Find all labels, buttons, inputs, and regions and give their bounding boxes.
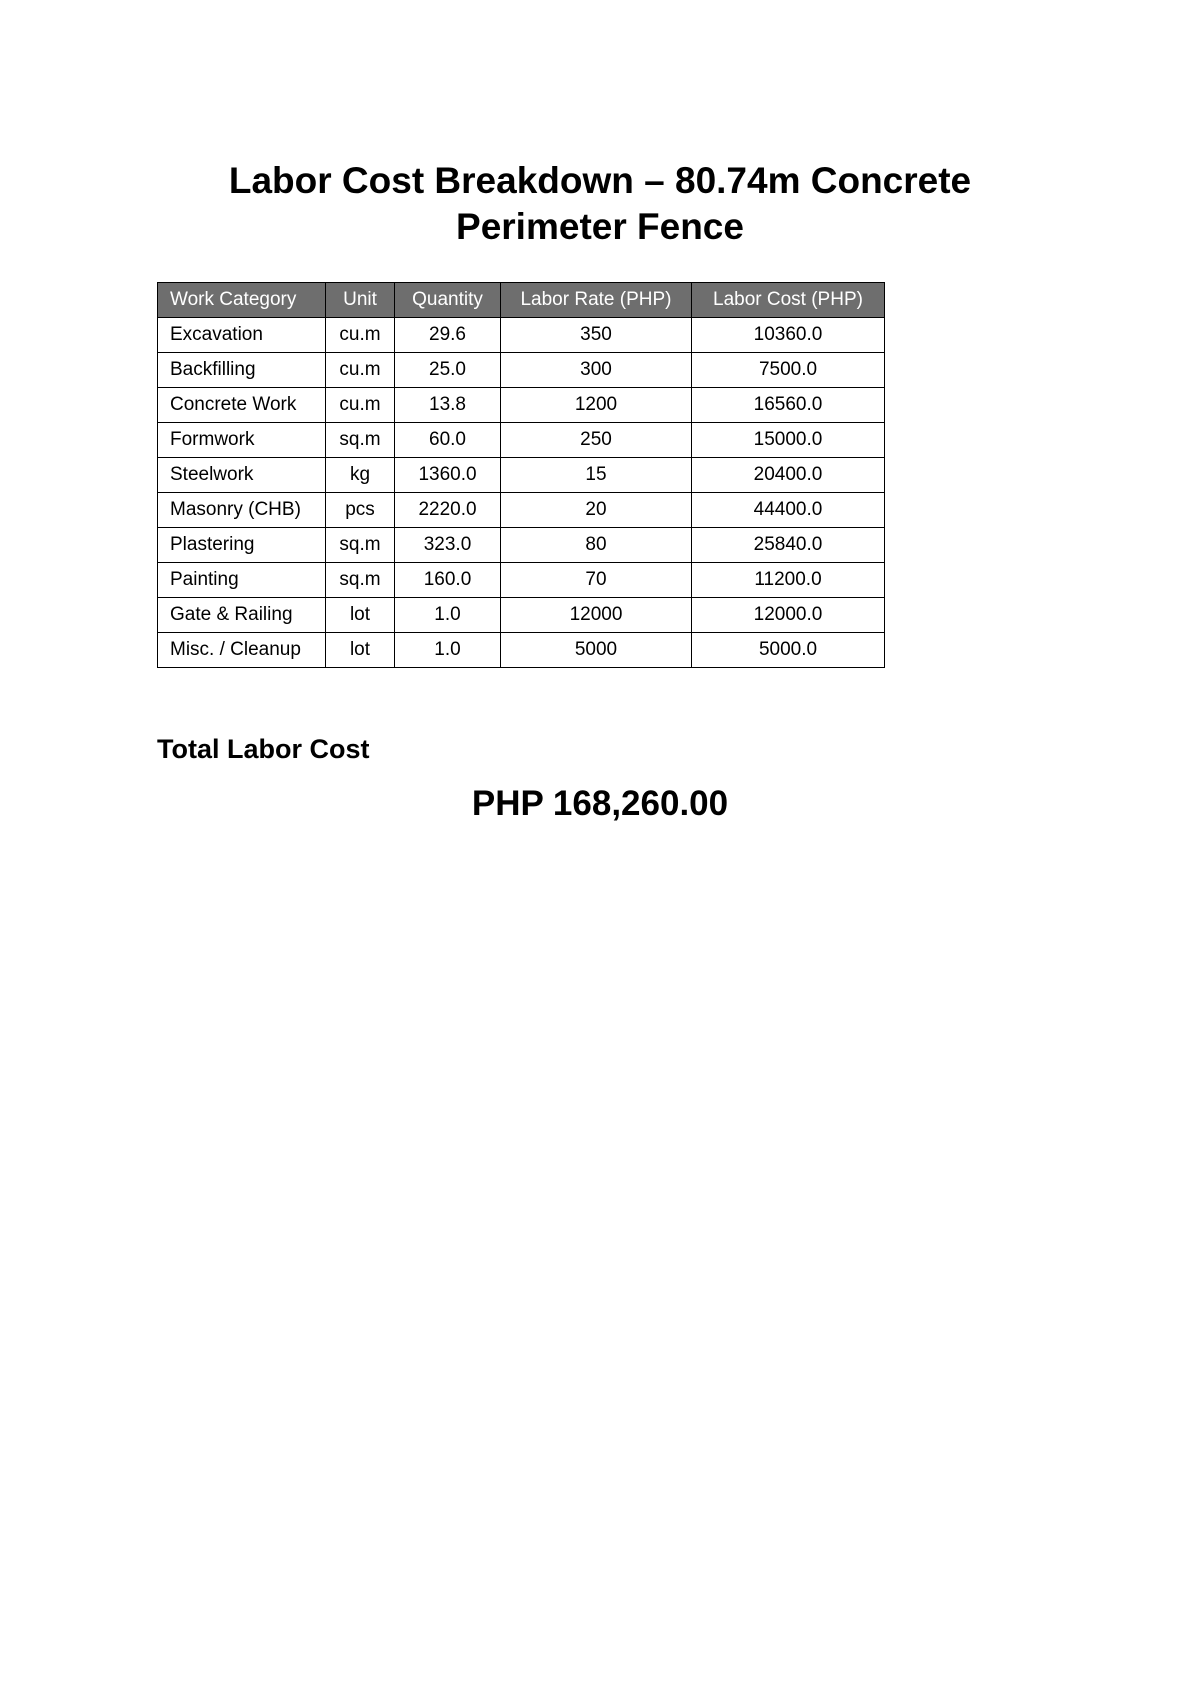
cell-unit: pcs xyxy=(326,493,395,528)
header-unit: Unit xyxy=(326,283,395,318)
cell-labor-cost: 7500.0 xyxy=(692,353,885,388)
cell-labor-rate: 350 xyxy=(501,318,692,353)
cell-quantity: 13.8 xyxy=(395,388,501,423)
cell-work-category: Formwork xyxy=(158,423,326,458)
cell-unit: sq.m xyxy=(326,563,395,598)
table-row xyxy=(158,598,885,633)
table-row xyxy=(158,633,885,668)
cell-unit: kg xyxy=(326,458,395,493)
cell-work-category: Excavation xyxy=(158,318,326,353)
cell-unit: sq.m xyxy=(326,528,395,563)
cell-labor-cost: 25840.0 xyxy=(692,528,885,563)
cell-unit: sq.m xyxy=(326,423,395,458)
cell-work-category: Masonry (CHB) xyxy=(158,493,326,528)
cell-labor-cost: 44400.0 xyxy=(692,493,885,528)
cell-labor-rate: 5000 xyxy=(501,633,692,668)
header-labor-cost: Labor Cost (PHP) xyxy=(692,283,885,318)
cell-labor-rate: 300 xyxy=(501,353,692,388)
cell-quantity: 323.0 xyxy=(395,528,501,563)
cell-labor-rate: 20 xyxy=(501,493,692,528)
cell-labor-rate: 80 xyxy=(501,528,692,563)
page-title xyxy=(150,158,1050,250)
cell-quantity: 25.0 xyxy=(395,353,501,388)
header-quantity: Quantity xyxy=(395,283,501,318)
cell-work-category: Misc. / Cleanup xyxy=(158,633,326,668)
cell-unit: cu.m xyxy=(326,388,395,423)
cell-labor-cost: 16560.0 xyxy=(692,388,885,423)
cell-labor-cost: 5000.0 xyxy=(692,633,885,668)
cell-labor-cost: 11200.0 xyxy=(692,563,885,598)
table-row xyxy=(158,493,885,528)
cell-unit: cu.m xyxy=(326,318,395,353)
cell-unit: cu.m xyxy=(326,353,395,388)
total-value: PHP 168,260.00 xyxy=(471,784,729,823)
title-line-2: Perimeter Fence xyxy=(456,206,744,247)
labor-cost-table xyxy=(157,282,885,668)
cell-labor-rate: 1200 xyxy=(501,388,692,423)
table-row xyxy=(158,423,885,458)
cell-quantity: 29.6 xyxy=(395,318,501,353)
cell-labor-cost: 12000.0 xyxy=(692,598,885,633)
cell-labor-cost: 20400.0 xyxy=(692,458,885,493)
title-line-1: Labor Cost Breakdown – 80.74m Concrete xyxy=(228,160,972,201)
table-row xyxy=(158,563,885,598)
cell-labor-rate: 250 xyxy=(501,423,692,458)
total-label: Total Labor Cost xyxy=(157,734,370,764)
cell-unit: lot xyxy=(326,633,395,668)
cell-quantity: 1.0 xyxy=(395,633,501,668)
table-row xyxy=(158,388,885,423)
cell-labor-rate: 15 xyxy=(501,458,692,493)
header-work-category: Work Category xyxy=(158,283,326,318)
cell-labor-rate: 70 xyxy=(501,563,692,598)
cell-work-category: Steelwork xyxy=(158,458,326,493)
cell-work-category: Gate & Railing xyxy=(158,598,326,633)
cell-work-category: Backfilling xyxy=(158,353,326,388)
cell-quantity: 2220.0 xyxy=(395,493,501,528)
cell-quantity: 1360.0 xyxy=(395,458,501,493)
cell-work-category: Concrete Work xyxy=(158,388,326,423)
table-row xyxy=(158,318,885,353)
table-row xyxy=(158,353,885,388)
cell-labor-cost: 10360.0 xyxy=(692,318,885,353)
cell-quantity: 60.0 xyxy=(395,423,501,458)
cell-quantity: 1.0 xyxy=(395,598,501,633)
table-header-row xyxy=(158,283,885,318)
cell-work-category: Plastering xyxy=(158,528,326,563)
table-body xyxy=(158,318,885,668)
table-row xyxy=(158,458,885,493)
cell-unit: lot xyxy=(326,598,395,633)
header-labor-rate: Labor Rate (PHP) xyxy=(501,283,692,318)
table-row xyxy=(158,528,885,563)
cell-labor-rate: 12000 xyxy=(501,598,692,633)
cell-work-category: Painting xyxy=(158,563,326,598)
cell-quantity: 160.0 xyxy=(395,563,501,598)
cell-labor-cost: 15000.0 xyxy=(692,423,885,458)
